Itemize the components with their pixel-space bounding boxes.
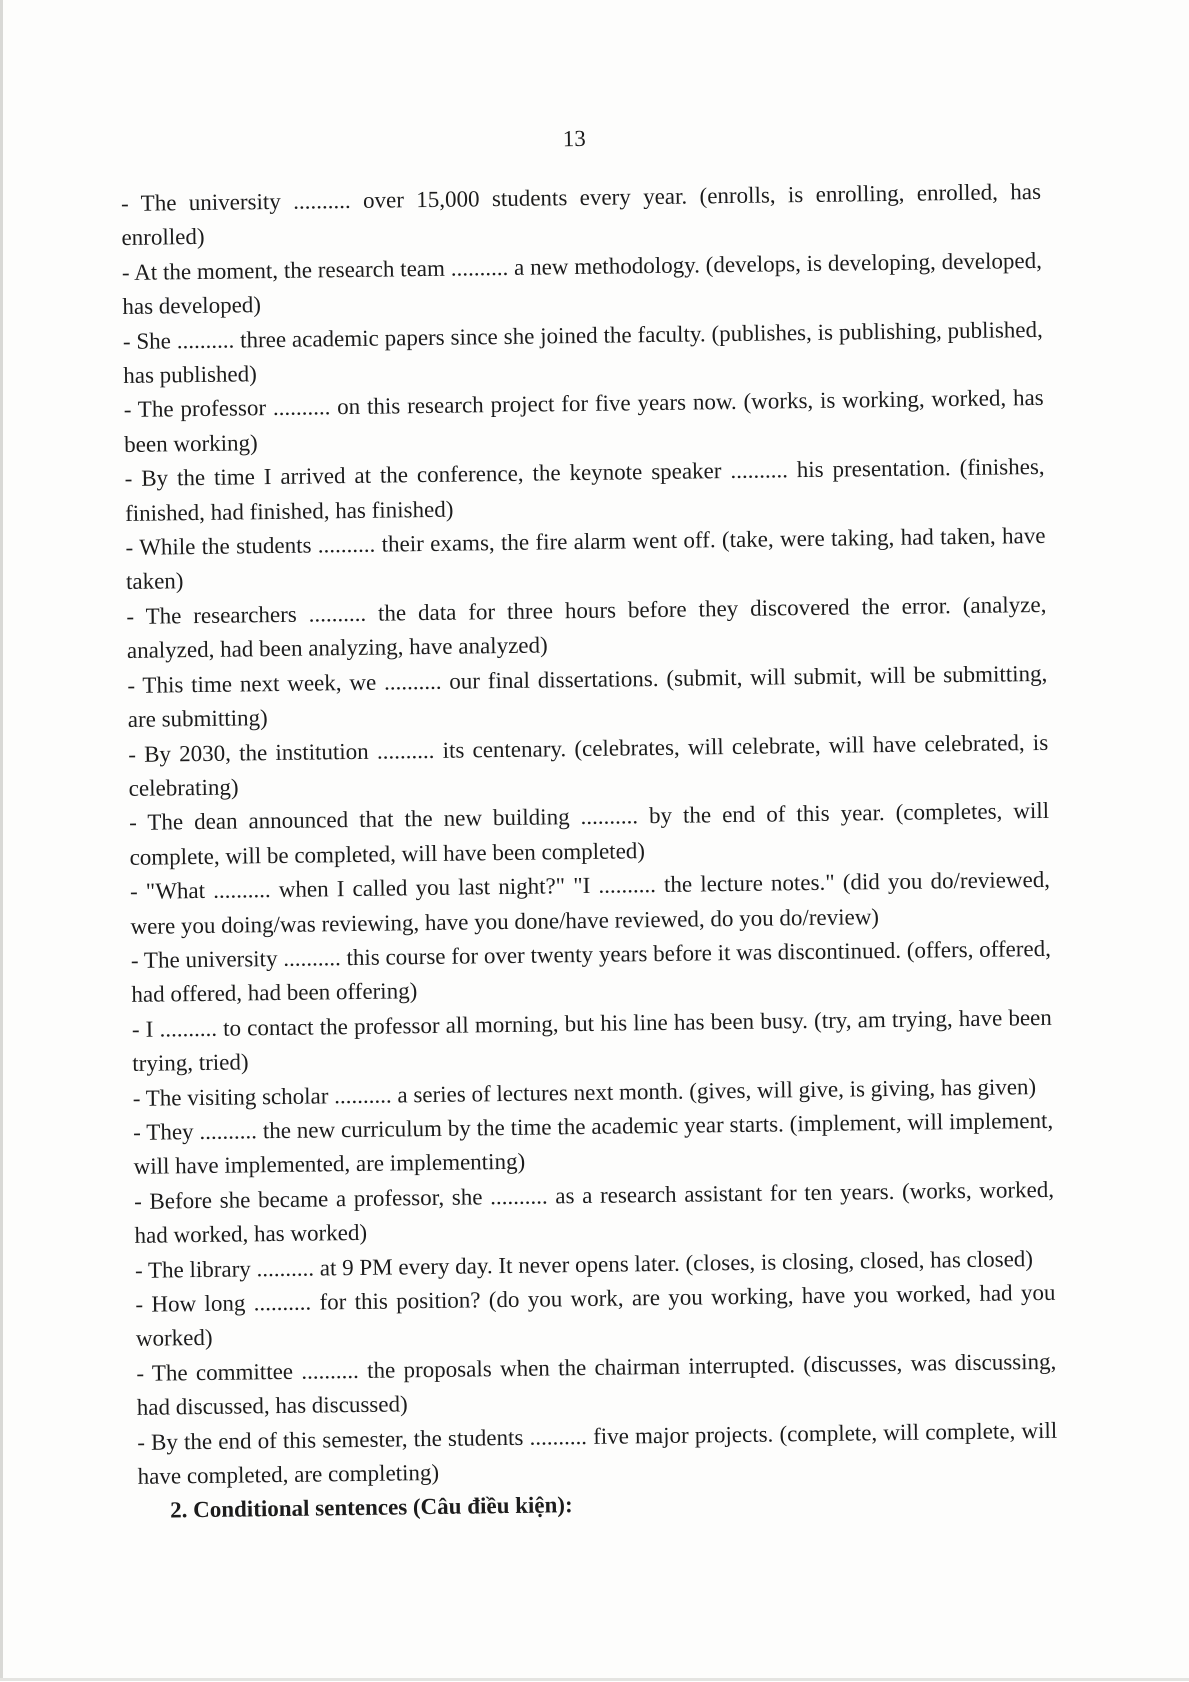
exercise-item: - How long .......... for this position? (do you work, are you working, have you worked, had you worked) [135,1279,1056,1352]
exercise-list [121,175,1058,1529]
exercise-item: - While the students .......... their exams, the fire alarm went off. (take, were taking, had taken, have taken) [125,522,1046,595]
exercise-item: - The dean announced that the new building .......... by the end of this year. (completes, will complete, will be completed, will have been completed) [128,798,1050,870]
exercise-item: - By the time I arrived at the conference, the keynote speaker .......... his presentation. (finishes, finished, had finished, has finished) [124,454,1045,526]
exercise-item: - The library .......... at 9 PM every day. It never opens later. (closes, is closing, closed, has closed) [134,1245,1034,1283]
exercise-item: - By 2030, the institution .......... its centenary. (celebrates, will celebrate, will have celebrated, is celebrating) [128,729,1049,801]
exercise-item: - The visiting scholar .......... a series of lectures next month. (gives, will give, is giving, has given) [132,1073,1037,1111]
exercise-item: - The university .......... over 15,000 students every year. (enrolls, is enrolling, enrolled, has enrolled) [120,178,1042,251]
exercise-item: - Before she became a professor, she .......... as a research assistant for ten years. (works, worked, had worked, has worked) [133,1176,1055,1249]
exercise-item: - This time next week, we .......... our final dissertations. (submit, will submit, will be submitting, are submitting) [127,660,1048,733]
exercise-item: - I .......... to contact the professor all morning, but his line has been busy. (try, am trying, have been trying, tried) [131,1004,1052,1077]
exercise-item: - The professor .......... on this research project for five years now. (works, is working, worked, has been working) [123,385,1044,457]
exercise-item: - They .......... the new curriculum by the time the academic year starts. (implement, will implement, will have implemented, are implementing) [133,1107,1054,1180]
exercise-item: - At the moment, the research team .......... a new methodology. (develops, is developing, developed, has developed) [121,247,1043,320]
exercise-item: - The committee .......... the proposals when the chairman interrupted. (discusses, was discussing, had discussed, has discussed) [136,1348,1057,1421]
exercise-item: - The university .......... this course for over twenty years before it was discontinued. (offers, offered, had offered, had been offering) [130,935,1052,1008]
page-number: 13 [562,125,586,152]
exercise-item: - The researchers .......... the data for three hours before they discovered the error. (analyze, analyzed, had been analyzing, have analyzed) [126,591,1047,664]
exercise-item: - "What .......... when I called you last night?" "I .......... the lecture notes." (did you do/reviewed, were you doing/was reviewing, have you done/have reviewed, do you do/review) [129,867,1051,939]
section-heading: 2. Conditional sentences (Câu điều kiện): [169,1492,573,1523]
exercise-item: - By the end of this semester, the students .......... five major projects. (complete, will complete, will have completed, are completing) [137,1417,1058,1489]
exercise-item: - She .......... three academic papers since she joined the faculty. (publishes, is publishing, published, has published) [122,316,1043,389]
